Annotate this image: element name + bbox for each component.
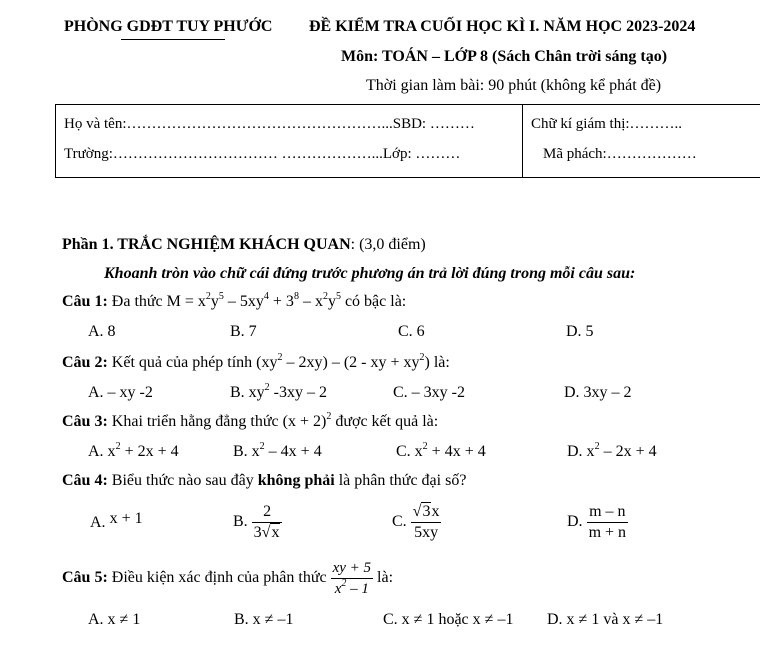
section-heading: Phần 1. TRẮC NGHIỆM KHÁCH QUAN	[62, 236, 351, 253]
q1-option-a[interactable]: A. 8	[88, 323, 116, 340]
q5-option-a[interactable]: A. x ≠ 1	[88, 611, 141, 628]
q4-option-a[interactable]	[90, 510, 143, 532]
option-text: -3xy – 2	[269, 384, 327, 401]
q4-text: Biểu thức nào sau đây	[111, 472, 258, 489]
q2-text: Kết quả của phép tính (xy	[111, 354, 278, 371]
q1-option-d[interactable]: D. 5	[566, 323, 594, 340]
q1-text: – 5xy	[223, 293, 264, 310]
exponent: 8	[293, 291, 299, 302]
denominator	[331, 579, 373, 599]
option-text: B. xy	[230, 384, 265, 401]
q5-option-c[interactable]	[383, 611, 513, 629]
exponent: 2	[594, 441, 600, 452]
exam-subject: Môn: TOÁN – LỚP 8 (Sách Chân trời sáng tạo)	[341, 48, 668, 65]
name-sbd-line: Họ và tên:……………………………………………...SBD: ………	[64, 116, 475, 132]
question-4	[62, 472, 466, 490]
question-label: Câu 4:	[62, 472, 108, 489]
option-letter: D.	[567, 513, 583, 531]
option-text: D. x ≠ 1	[547, 611, 600, 628]
num-var: x	[431, 503, 440, 520]
q3-option-b[interactable]	[233, 443, 322, 461]
q3-text: Khai triển hằng đẳng thức (x + 2)	[111, 413, 327, 430]
exponent: 2	[341, 578, 347, 589]
option-text: C. x	[396, 443, 423, 460]
exponent: 2	[322, 291, 328, 302]
q5-option-d[interactable]	[547, 611, 663, 629]
option-text: A. x	[88, 443, 116, 460]
q1-text: – x	[298, 293, 323, 310]
question-label: Câu 5:	[62, 569, 108, 587]
exponent: 2	[205, 291, 211, 302]
question-label: Câu 3:	[62, 413, 108, 430]
option-text: C. x ≠ 1	[383, 611, 435, 628]
denominator: 5xy	[414, 524, 439, 541]
q4-option-d[interactable]	[567, 502, 628, 543]
option-text: – 4x + 4	[264, 443, 322, 460]
question-3	[62, 413, 438, 431]
option-text: – 2x + 4	[599, 443, 657, 460]
dept-underline	[121, 39, 225, 40]
q1-text: Đa thức M = x	[111, 293, 206, 310]
option-text: + 4x + 4	[427, 443, 486, 460]
q1-text: y	[327, 293, 336, 310]
exponent: 2	[326, 411, 332, 422]
student-info-left	[56, 105, 523, 178]
exponent: 5	[335, 291, 341, 302]
option-text: và	[599, 611, 623, 628]
sqrt: √x	[261, 524, 280, 541]
question-2	[62, 354, 450, 372]
option-letter: C.	[392, 513, 407, 531]
radicand: 3	[422, 503, 431, 520]
fraction	[411, 502, 442, 543]
q2-option-a[interactable]: A. – xy -2	[88, 384, 153, 401]
q3-option-c[interactable]	[396, 443, 486, 461]
q2-text: – 2xy) – (2 - xy + xy	[282, 354, 420, 371]
option-text: B. x	[233, 443, 260, 460]
numerator	[411, 502, 442, 523]
q2-option-c[interactable]: C. – 3xy -2	[393, 384, 465, 401]
q3-option-d[interactable]	[567, 443, 657, 461]
school-dept	[64, 18, 272, 36]
dept-name: PHÒNG GDĐT TUY PHƯỚC	[64, 18, 273, 35]
q4-option-b[interactable]	[233, 502, 282, 543]
q3-text: được kết quả là:	[331, 413, 439, 430]
q5-text: là:	[377, 569, 394, 587]
radicand: x	[271, 524, 280, 541]
school-class-line: Trường:…………………………… ………………...Lớp: ………	[64, 146, 461, 162]
student-info-right	[523, 105, 760, 178]
q2-text: ) là:	[424, 354, 450, 371]
exponent: 2	[422, 441, 428, 452]
numerator: xy + 5	[331, 558, 373, 579]
q1-text: có bậc là:	[340, 293, 407, 310]
exponent: 2	[277, 352, 283, 363]
q1-option-b[interactable]: B. 7	[230, 323, 257, 340]
q5-option-b[interactable]: B. x ≠ –1	[234, 611, 294, 628]
exponent: 2	[259, 441, 265, 452]
den-coef: 3	[253, 524, 262, 541]
question-5	[62, 558, 393, 599]
option-text: hoặc	[434, 611, 473, 628]
numerator: 2	[252, 502, 283, 523]
exponent: 2	[115, 441, 121, 452]
den-rest: – 1	[346, 581, 369, 597]
option-text: + 2x + 4	[120, 443, 179, 460]
exponent: 2	[264, 382, 270, 393]
denominator: m + n	[588, 524, 627, 541]
exam-title: ĐỀ KIỂM TRA CUỐI HỌC KÌ I. NĂM HỌC 2023-2024	[309, 18, 696, 35]
exam-time: Thời gian làm bài: 90 phút (không kể phát đề)	[366, 77, 662, 94]
option-text: D. x	[567, 443, 595, 460]
q3-option-a[interactable]	[88, 443, 179, 461]
exponent: 4	[263, 291, 269, 302]
exam-code: Mã phách:………………	[543, 146, 697, 162]
exponent: 2	[419, 352, 425, 363]
q2-option-b[interactable]	[230, 384, 327, 402]
den-var: x	[334, 581, 342, 597]
q5-text: Điều kiện xác định của phân thức	[111, 569, 331, 587]
exponent: 5	[218, 291, 224, 302]
option-text: x ≠ –1	[622, 611, 664, 628]
fraction	[331, 558, 373, 599]
q4-text: là phân thức đại số?	[334, 472, 467, 489]
q4-option-c[interactable]	[392, 502, 441, 543]
option-expression: x + 1	[109, 510, 143, 527]
supervisor-signature: Chữ kí giám thị:………..	[531, 116, 683, 132]
section-points: : (3,0 điểm)	[350, 236, 426, 253]
question-1	[62, 293, 406, 311]
option-letter: A.	[90, 514, 106, 531]
q4-emphasis: không phải	[257, 472, 335, 489]
sqrt: √3	[412, 503, 431, 520]
fraction	[252, 502, 283, 543]
question-label: Câu 2:	[62, 354, 108, 371]
q1-text: y	[210, 293, 219, 310]
student-info-box	[55, 104, 760, 178]
question-label: Câu 1:	[62, 293, 108, 310]
numerator: m – n	[587, 502, 628, 523]
q2-option-d[interactable]: D. 3xy – 2	[564, 384, 632, 401]
section-title	[62, 236, 426, 254]
q1-text: + 3	[268, 293, 294, 310]
fraction	[587, 502, 628, 543]
section-instruction: Khoanh tròn vào chữ cái đứng trước phương án trả lời đúng trong mỗi câu sau:	[104, 265, 636, 282]
option-letter: B.	[233, 513, 248, 531]
q1-option-c[interactable]: C. 6	[398, 323, 425, 340]
option-text: x ≠ –1	[472, 611, 514, 628]
denominator	[252, 523, 283, 543]
